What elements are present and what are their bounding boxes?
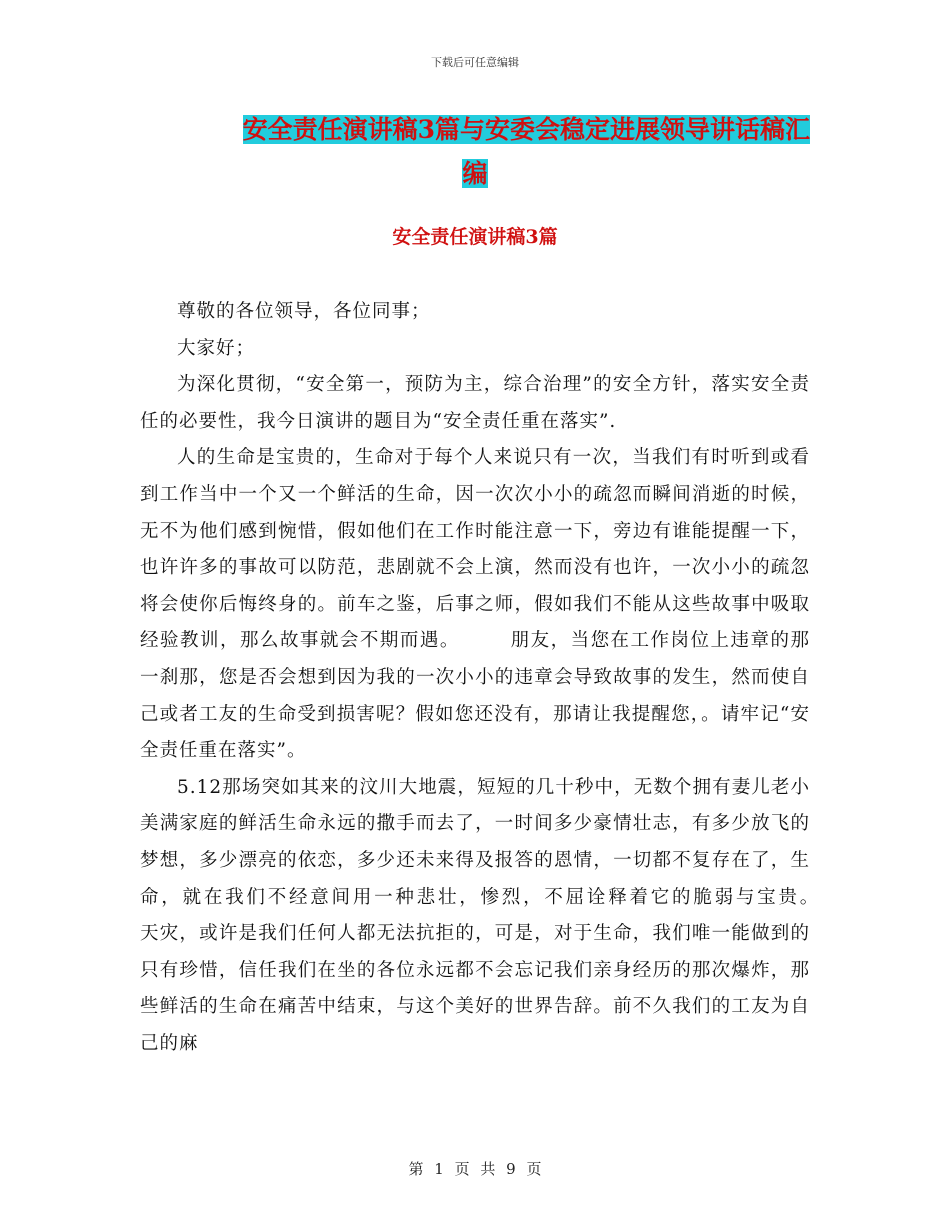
document-title-line-2: 编 <box>462 159 488 188</box>
paragraph-greeting: 大家好； <box>177 337 256 359</box>
header-note: 下载后可任意编辑 <box>431 56 519 69</box>
page-footer: 第 1 页 共 9 页 <box>408 1160 542 1178</box>
document-title-line-1: 安全责任演讲稿3篇与安委会稳定进展领导讲话稿汇 <box>242 115 810 144</box>
document-body <box>140 294 869 1062</box>
section-title: 安全责任演讲稿3篇 <box>392 226 558 248</box>
paragraph-salutation: 尊敬的各位领导，各位同事； <box>177 301 431 322</box>
paragraph: 为深化贯彻，“安全第一，预防为主，综合治理”的安全方针，落实安全责任的必要性，我今日演讲的题目为“安全责任重在落实”. <box>140 374 810 432</box>
paragraph: 5.12那场突如其来的汶川大地震，短短的几十秒中，无数个拥有妻儿老小美满家庭的鲜活生命永远的撒手而去了，一时间多少豪情壮志，有多少放飞的梦想，多少漂亮的依恋，多少还未来得及报答的恩情，一切都不复存在了，生命，就在我们不经意间用一种悲壮，惨烈，不屈诠释着它的脆弱与宝贵。 天灾，或许是我们任何人都无法抗拒的，可是，对于生命，我们唯一能做到的只有珍惜，信任我们在坐的各位永远都不会忘记我们亲身经历的那次爆炸，那些鲜活的生命在痛苦中结束，与这个美好的世界告辞。前不久我们的工友为自己的麻 <box>140 776 869 1054</box>
paragraph: 人的生命是宝贵的，生命对于每个人来说只有一次，当我们有时听到或看到工作当中一个又一个鲜活的生命，因一次次小小的疏忽而瞬间消逝的时候，无不为他们感到惋惜，假如他们在工作时能注意一下，旁边有谁能提醒一下，也许许多的事故可以防范，悲剧就不会上演，然而没有也许，一次小小的疏忽将会使你后悔终身的。前车之鉴，后事之师，假如我们不能从这些故事中吸取经验教训，那么故事就会不期而遇。 朋友，当您在工作岗位上违章的那一刹那，您是否会想到因为我的一次小小的违章会导致故事的发生，然而使自己或者工友的生命受到损害呢？假如您还没有，那请让我提醒您，。请牢记“安全责任重在落实”。 <box>140 447 810 762</box>
